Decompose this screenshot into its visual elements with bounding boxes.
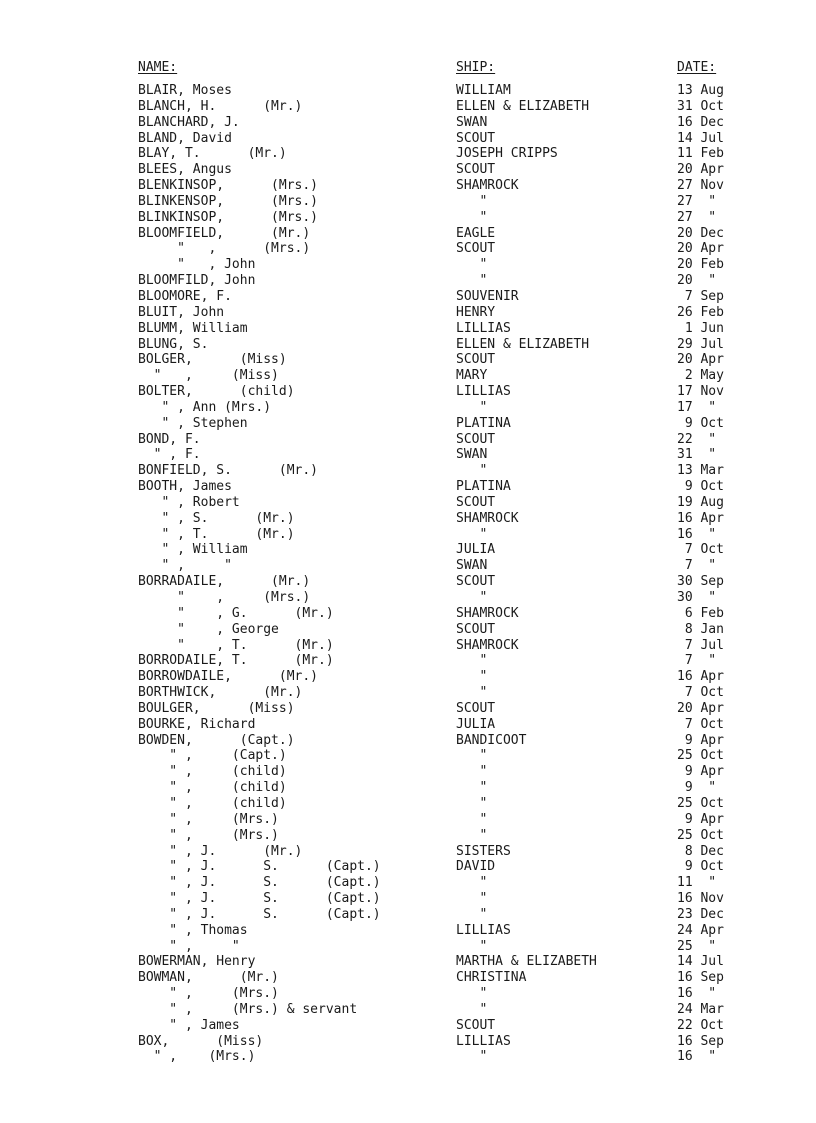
ship-name: SCOUT <box>456 130 496 146</box>
passenger-name: " , (Mrs.) <box>138 1049 256 1065</box>
ship-name: " <box>456 526 488 542</box>
arrival-date: 29 Jul <box>677 336 724 352</box>
ship-name: LILLIAS <box>456 1033 511 1049</box>
arrival-date: 7 " <box>677 558 717 574</box>
ship-name: SWAN <box>456 447 488 463</box>
passenger-name: BLOOMORE, F. <box>138 288 232 304</box>
passenger-name: " , (Mrs.) <box>138 811 279 827</box>
table-row <box>0 400 816 416</box>
passenger-name: " , (Mrs.) <box>138 827 279 843</box>
table-row <box>0 479 816 495</box>
arrival-date: 9 " <box>677 780 717 796</box>
passenger-name: BOURKE, Richard <box>138 716 256 732</box>
arrival-date: 20 Apr <box>677 352 724 368</box>
arrival-date: 13 Mar <box>677 463 724 479</box>
arrival-date: 8 Dec <box>677 843 724 859</box>
ship-name: SCOUT <box>456 621 496 637</box>
arrival-date: 11 Feb <box>677 146 724 162</box>
passenger-name: " , G. (Mr.) <box>138 605 334 621</box>
ship-name: " <box>456 1001 488 1017</box>
ship-name: LILLIAS <box>456 922 511 938</box>
arrival-date: 20 Apr <box>677 700 724 716</box>
ship-name: ELLEN & ELIZABETH <box>456 98 590 114</box>
arrival-date: 27 " <box>677 193 717 209</box>
table-row <box>0 923 816 939</box>
arrival-date: 16 Apr <box>677 669 724 685</box>
ship-name: " <box>456 906 488 922</box>
ship-name: SHAMROCK <box>456 605 519 621</box>
arrival-date: 31 Oct <box>677 98 724 114</box>
passenger-name: BORROWDAILE, (Mr.) <box>138 669 319 685</box>
arrival-date: 17 " <box>677 399 717 415</box>
ship-name: SISTERS <box>456 843 511 859</box>
passenger-name: " , F. <box>138 447 201 463</box>
header-date: DATE: <box>677 60 717 75</box>
arrival-date: 31 " <box>677 447 717 463</box>
table-row <box>0 891 816 907</box>
header-ship: SHIP: <box>456 60 496 75</box>
table-row <box>0 352 816 368</box>
arrival-date: 26 Feb <box>677 304 724 320</box>
passenger-name: BONFIELD, S. (Mr.) <box>138 463 319 479</box>
passenger-name: " , J. S. (Capt.) <box>138 859 381 875</box>
passenger-name: " , Robert <box>138 494 240 510</box>
passenger-name: " , T. (Mr.) <box>138 526 295 542</box>
ship-name: SOUVENIR <box>456 288 519 304</box>
table-row <box>0 638 816 654</box>
ship-name: LILLIAS <box>456 320 511 336</box>
ship-name: JOSEPH CRIPPS <box>456 146 558 162</box>
arrival-date: 25 Oct <box>677 795 724 811</box>
arrival-date: 30 " <box>677 590 717 605</box>
ship-name: " <box>456 764 488 780</box>
arrival-date: 16 Sep <box>677 970 724 986</box>
passenger-name: BLUIT, John <box>138 304 225 320</box>
table-row <box>0 321 816 337</box>
table-row <box>0 859 816 875</box>
arrival-date: 7 Sep <box>677 288 724 304</box>
arrival-date: 27 " <box>677 209 717 225</box>
arrival-date: 9 Apr <box>677 732 724 748</box>
passenger-name: " , " <box>138 558 232 574</box>
table-row <box>0 907 816 923</box>
arrival-date: 20 " <box>677 273 717 289</box>
table-row <box>0 289 816 305</box>
passenger-name: " , (Mrs.) & servant <box>138 1001 358 1017</box>
passenger-name: BORRADAILE, (Mr.) <box>138 574 311 590</box>
table-row <box>0 717 816 733</box>
table-row <box>0 511 816 527</box>
arrival-date: 16 Apr <box>677 510 724 526</box>
table-row <box>0 257 816 273</box>
arrival-date: 9 Oct <box>677 479 724 495</box>
arrival-date: 23 Dec <box>677 906 724 922</box>
arrival-date: 20 Dec <box>677 225 724 241</box>
arrival-date: 22 " <box>677 431 717 447</box>
passenger-name: BOLTER, (child) <box>138 384 295 400</box>
table-row <box>0 558 816 574</box>
table-row <box>0 970 816 986</box>
table-row <box>0 685 816 701</box>
passenger-name: " , J. (Mr.) <box>138 843 303 859</box>
table-row <box>0 954 816 970</box>
arrival-date: 9 Oct <box>677 859 724 875</box>
arrival-date: 2 May <box>677 368 724 384</box>
passenger-name: BLENKINSOP, (Mrs.) <box>138 178 319 194</box>
arrival-date: 30 Sep <box>677 574 724 590</box>
passenger-name: BOOTH, James <box>138 479 232 495</box>
table-row <box>0 194 816 210</box>
table-row <box>0 590 816 606</box>
passenger-name: BLUNG, S. <box>138 336 209 352</box>
ship-name: BANDICOOT <box>456 732 527 748</box>
passenger-name: BLUMM, William <box>138 320 248 336</box>
passenger-name: BOND, F. <box>138 431 201 447</box>
arrival-date: 16 " <box>677 526 717 542</box>
table-row <box>0 447 816 463</box>
passenger-name: " , " <box>138 938 240 954</box>
ship-name: " <box>456 209 488 225</box>
passenger-name: " , James <box>138 1017 240 1033</box>
arrival-date: 7 " <box>677 653 717 669</box>
ship-name: " <box>456 399 488 415</box>
passenger-name: " , Ann (Mrs.) <box>138 399 272 415</box>
passenger-name: " , (Mrs.) <box>138 986 279 1002</box>
table-row <box>0 416 816 432</box>
passenger-name: BOWMAN, (Mr.) <box>138 970 279 986</box>
ship-name: " <box>456 827 488 843</box>
ship-name: SWAN <box>456 558 488 574</box>
table-row <box>0 1034 816 1050</box>
table-row <box>0 337 816 353</box>
arrival-date: 16 Dec <box>677 114 724 130</box>
table-row <box>0 828 816 844</box>
arrival-date: 1 Jun <box>677 320 724 336</box>
passenger-name: " , J. S. (Capt.) <box>138 891 381 907</box>
passenger-name: BOLGER, (Miss) <box>138 352 287 368</box>
table-row <box>0 733 816 749</box>
passenger-name: BLAIR, Moses <box>138 83 232 98</box>
table-row <box>0 653 816 669</box>
passenger-name: BOWDEN, (Capt.) <box>138 732 295 748</box>
table-row <box>0 542 816 558</box>
passenger-name: " , William <box>138 542 248 558</box>
table-row <box>0 210 816 226</box>
table-row <box>0 1018 816 1034</box>
table-row <box>0 384 816 400</box>
table-row <box>0 305 816 321</box>
passenger-name: " , (child) <box>138 764 287 780</box>
arrival-date: 20 Apr <box>677 162 724 178</box>
passenger-name: BLEES, Angus <box>138 162 232 178</box>
table-row <box>0 701 816 717</box>
ship-name: MARY <box>456 368 488 384</box>
passenger-name: " , (child) <box>138 780 287 796</box>
ship-name: PLATINA <box>456 415 511 431</box>
passenger-name: " , John <box>138 257 256 273</box>
passenger-name: " , J. S. (Capt.) <box>138 875 381 891</box>
ship-name: SCOUT <box>456 431 496 447</box>
arrival-date: 9 Apr <box>677 811 724 827</box>
table-row <box>0 463 816 479</box>
arrival-date: 20 Feb <box>677 257 724 273</box>
arrival-date: 22 Oct <box>677 1017 724 1033</box>
ship-name: CHRISTINA <box>456 970 527 986</box>
table-row <box>0 527 816 543</box>
ship-name: " <box>456 273 488 289</box>
ship-name: " <box>456 986 488 1002</box>
passenger-name: BOULGER, (Miss) <box>138 700 295 716</box>
table-row <box>0 99 816 115</box>
arrival-date: 24 Apr <box>677 922 724 938</box>
ship-name: SCOUT <box>456 352 496 368</box>
passenger-name: BLANCHARD, J. <box>138 114 240 130</box>
table-row <box>0 574 816 590</box>
table-row <box>0 796 816 812</box>
passenger-name: " , S. (Mr.) <box>138 510 295 526</box>
arrival-date: 16 " <box>677 986 717 1002</box>
ship-name: " <box>456 653 488 669</box>
passenger-name: " , (Capt.) <box>138 748 287 764</box>
arrival-date: 24 Mar <box>677 1001 724 1017</box>
table-row <box>0 622 816 638</box>
ship-name: SHAMROCK <box>456 637 519 653</box>
table-row <box>0 432 816 448</box>
table-row <box>0 495 816 511</box>
arrival-date: 14 Jul <box>677 130 724 146</box>
ship-name: EAGLE <box>456 225 496 241</box>
table-row <box>0 146 816 162</box>
ship-name: " <box>456 193 488 209</box>
passenger-name: BLINKENSOP, (Mrs.) <box>138 193 319 209</box>
ship-name: SCOUT <box>456 700 496 716</box>
passenger-name: BLAY, T. (Mr.) <box>138 146 287 162</box>
passenger-name: BLANCH, H. (Mr.) <box>138 98 303 114</box>
arrival-date: 8 Jan <box>677 621 724 637</box>
ship-name: " <box>456 811 488 827</box>
table-row <box>0 748 816 764</box>
passenger-name: BLOOMFIELD, (Mr.) <box>138 225 311 241</box>
table-row <box>0 669 816 685</box>
arrival-date: 20 Apr <box>677 241 724 257</box>
passenger-name: " , George <box>138 621 279 637</box>
passenger-name: BORRODAILE, T. (Mr.) <box>138 653 334 669</box>
table-row <box>0 178 816 194</box>
arrival-date: 17 Nov <box>677 384 724 400</box>
ship-name: SCOUT <box>456 1017 496 1033</box>
ship-name: " <box>456 875 488 891</box>
arrival-date: 7 Oct <box>677 716 724 732</box>
passenger-name: BLAND, David <box>138 130 232 146</box>
ship-name: " <box>456 463 488 479</box>
table-row <box>0 606 816 622</box>
ship-name: HENRY <box>456 304 496 320</box>
table-row <box>0 812 816 828</box>
ship-name: SCOUT <box>456 494 496 510</box>
ship-name: SCOUT <box>456 574 496 590</box>
ship-name: MARTHA & ELIZABETH <box>456 954 597 970</box>
arrival-date: 25 Oct <box>677 827 724 843</box>
header-name: NAME: <box>138 60 178 75</box>
ship-name: " <box>456 938 488 954</box>
passenger-name: " , (Miss) <box>138 368 279 384</box>
table-row <box>0 844 816 860</box>
passenger-name: " , (Mrs.) <box>138 241 311 257</box>
ship-name: SCOUT <box>456 162 496 178</box>
ship-name: " <box>456 1049 488 1065</box>
passenger-name: " , (child) <box>138 795 287 811</box>
ship-name: WILLIAM <box>456 83 511 98</box>
table-row <box>0 764 816 780</box>
ship-name: " <box>456 590 488 605</box>
arrival-date: 7 Oct <box>677 685 724 701</box>
arrival-date: 19 Aug <box>677 494 724 510</box>
passenger-name: BORTHWICK, (Mr.) <box>138 685 303 701</box>
ship-name: LILLIAS <box>456 384 511 400</box>
arrival-date: 25 Oct <box>677 748 724 764</box>
arrival-date: 9 Apr <box>677 764 724 780</box>
ship-name: " <box>456 780 488 796</box>
table-row <box>0 986 816 1002</box>
ship-name: " <box>456 891 488 907</box>
passenger-name: " , (Mrs.) <box>138 590 311 605</box>
table-row <box>0 1049 816 1065</box>
passenger-name: " , T. (Mr.) <box>138 637 334 653</box>
arrival-date: 16 Sep <box>677 1033 724 1049</box>
arrival-date: 27 Nov <box>677 178 724 194</box>
table-row <box>0 241 816 257</box>
table-row <box>0 875 816 891</box>
ship-name: " <box>456 669 488 685</box>
passenger-name: " , Stephen <box>138 415 248 431</box>
arrival-date: 16 " <box>677 1049 717 1065</box>
table-row <box>0 226 816 242</box>
ship-name: " <box>456 795 488 811</box>
table-row <box>0 131 816 147</box>
ship-name: SCOUT <box>456 241 496 257</box>
ship-name: SHAMROCK <box>456 178 519 194</box>
passenger-name: " , J. S. (Capt.) <box>138 906 381 922</box>
passenger-name: BOWERMAN, Henry <box>138 954 256 970</box>
table-row <box>0 162 816 178</box>
arrival-date: 13 Aug <box>677 83 724 98</box>
arrival-date: 25 " <box>677 938 717 954</box>
arrival-date: 11 " <box>677 875 717 891</box>
table-row <box>0 1002 816 1018</box>
passenger-name: " , Thomas <box>138 922 248 938</box>
table-row <box>0 780 816 796</box>
arrival-date: 16 Nov <box>677 891 724 907</box>
ship-name: SWAN <box>456 114 488 130</box>
ship-name: ELLEN & ELIZABETH <box>456 336 590 352</box>
passenger-list <box>0 83 816 1065</box>
table-row <box>0 368 816 384</box>
ship-name: PLATINA <box>456 479 511 495</box>
arrival-date: 7 Jul <box>677 637 724 653</box>
passenger-name: BLINKINSOP, (Mrs.) <box>138 209 319 225</box>
ship-name: SHAMROCK <box>456 510 519 526</box>
table-row <box>0 83 816 99</box>
ship-name: DAVID <box>456 859 496 875</box>
table-row <box>0 115 816 131</box>
table-row <box>0 273 816 289</box>
ship-name: JULIA <box>456 716 496 732</box>
ship-name: " <box>456 257 488 273</box>
arrival-date: 14 Jul <box>677 954 724 970</box>
passenger-name: BOX, (Miss) <box>138 1033 264 1049</box>
arrival-date: 7 Oct <box>677 542 724 558</box>
passenger-name: BLOOMFILD, John <box>138 273 256 289</box>
ship-name: JULIA <box>456 542 496 558</box>
ship-name: " <box>456 748 488 764</box>
ship-name: " <box>456 685 488 701</box>
arrival-date: 6 Feb <box>677 605 724 621</box>
arrival-date: 9 Oct <box>677 415 724 431</box>
table-row <box>0 939 816 955</box>
